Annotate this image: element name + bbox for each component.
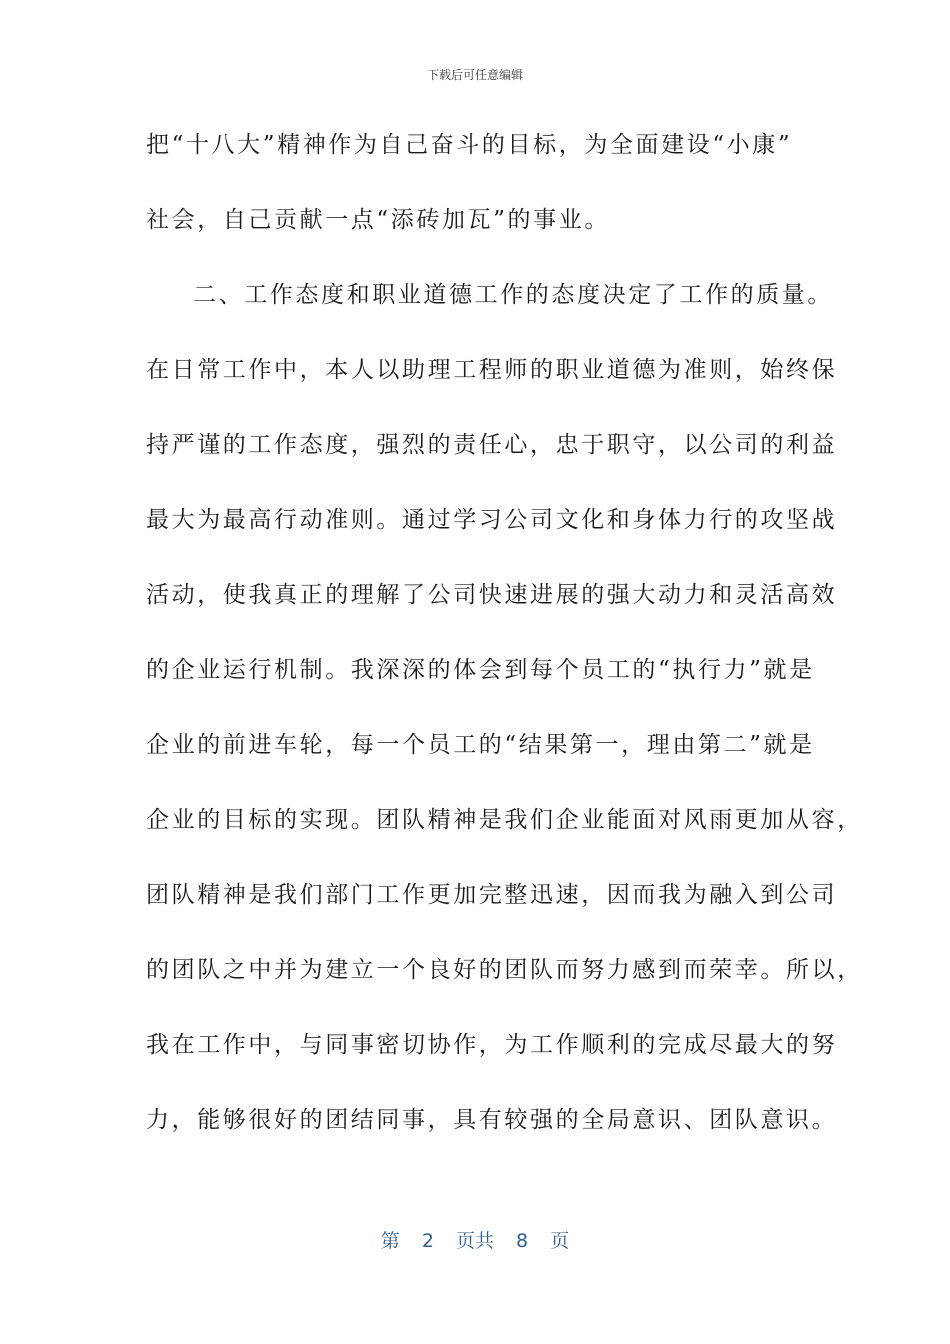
text-line: 的团队之中并为建立一个良好的团队而努力感到而荣幸。所以， <box>146 957 863 983</box>
text-line: 社会，自己贡献一点“添砖加瓦”的事业。 <box>146 207 610 233</box>
text-line: 企业的前进车轮，每一个员工的“结果第一，理由第二”就是 <box>146 732 815 758</box>
text-line: 团队精神是我们部门工作更加完整迅速，因而我为融入到公司 <box>146 882 838 908</box>
page-footer <box>0 1226 950 1253</box>
text-line: 的企业运行机制。我深深的体会到每个员工的“执行力”就是 <box>146 657 815 683</box>
total-pages-number: 8 <box>516 1230 529 1252</box>
text-line: 在日常工作中，本人以助理工程师的职业道德为准则，始终保 <box>146 357 838 383</box>
text-line: 力，能够很好的团结同事，具有较强的全局意识、团队意识。 <box>146 1107 838 1133</box>
text-line: 持严谨的工作态度，强烈的责任心，忠于职守，以公司的利益 <box>146 432 838 458</box>
text-line: 我在工作中，与同事密切协作，为工作顺利的完成尽最大的努 <box>146 1032 838 1058</box>
text-line: 企业的目标的实现。团队精神是我们企业能面对风雨更加从容， <box>146 807 863 833</box>
section-heading-line: 二、工作态度和职业道德工作的态度决定了工作的质量。 <box>193 282 833 308</box>
text-line: 最大为最高行动准则。通过学习公司文化和身体力行的攻坚战 <box>146 507 838 533</box>
page-label-middle: 页共 <box>455 1230 494 1252</box>
text-line: 把“十八大”精神作为自己奋斗的目标，为全面建设“小康” <box>146 132 793 158</box>
page-header: 下载后可任意编辑 <box>426 68 523 82</box>
current-page-number: 2 <box>421 1230 434 1252</box>
page-label-prefix: 第 <box>380 1230 400 1252</box>
text-line: 活动，使我真正的理解了公司快速进展的强大动力和灵活高效 <box>146 582 838 608</box>
page-label-suffix: 页 <box>550 1230 570 1252</box>
